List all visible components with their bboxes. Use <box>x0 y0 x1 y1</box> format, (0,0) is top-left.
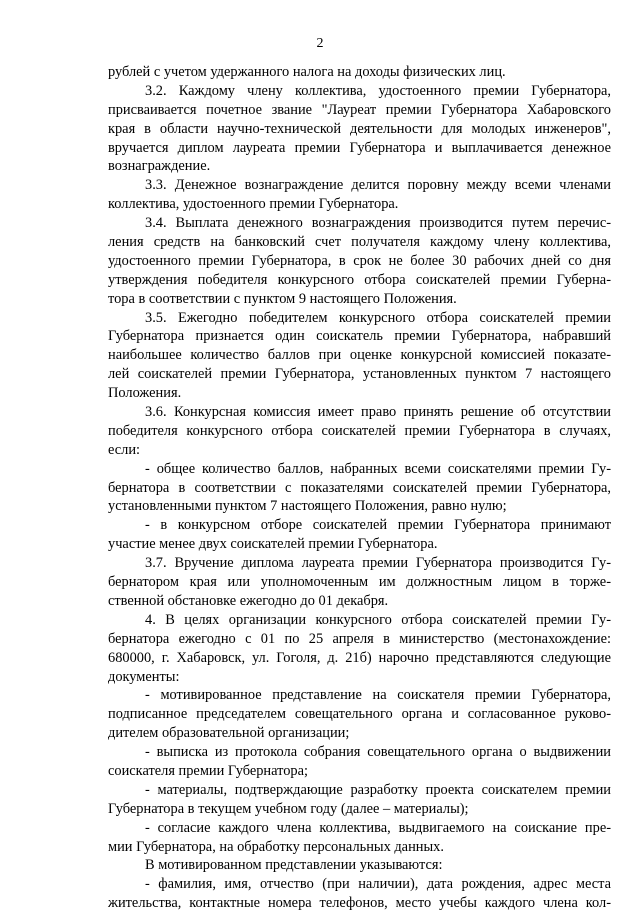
text-line: коллектива, удостоенного премии Губернатора. <box>108 196 399 213</box>
page-number: 2 <box>316 36 324 51</box>
text-line: края в области научно-технической деятельности для молодых инженеров", <box>108 120 611 137</box>
text-line: - фамилия, имя, отчество (при наличии), дата рождения, адрес места <box>145 876 611 893</box>
text-line: Положения. <box>108 385 182 402</box>
text-line: 4. В целях организации конкурсного отбора соискателей премии Гу- <box>145 611 611 628</box>
text-line: наибольшее количество баллов при оценке конкурсной комиссией показате- <box>108 347 611 364</box>
text-line: если: <box>108 441 141 458</box>
text-line: ления средств на банковский счет получателя каждому члену коллектива, <box>108 234 611 251</box>
text-line: 3.6. Конкурсная комиссия имеет право принять решение об отсутствии <box>145 404 611 421</box>
text-line: установленными пунктом 7 настоящего Положения, равно нулю; <box>108 498 507 515</box>
text-line: победителя конкурсного отбора соискателей премии Губернатора в случаях, <box>108 422 611 439</box>
text-line: соискателя премии Губернатора; <box>108 762 309 779</box>
text-line: удостоенного премии Губернатора, в срок не более 30 рабочих дней со дня <box>108 252 611 269</box>
text-line: вручается диплом лауреата премии Губернатора и выплачивается денежное <box>108 139 611 156</box>
text-line: рублей с учетом удержанного налога на доходы физических лиц. <box>108 64 506 80</box>
text-line: лей соискателей премии Губернатора, установленных пунктом 7 настоящего <box>108 366 611 383</box>
text-line: мии Губернатора, на обработку персональных данных. <box>108 838 444 855</box>
text-line: - в конкурсном отборе соискателей премии Губернатора принимают <box>145 517 611 534</box>
text-line: - общее количество баллов, набранных всеми соискателями премии Гу- <box>145 460 611 477</box>
text-line: участие менее двух соискателей премии Губернатора. <box>108 536 438 553</box>
text-line: бернатором края или уполномоченным им должностным лицом в торже- <box>108 574 611 591</box>
text-line: 3.3. Денежное вознаграждение делится поровну между всеми членами <box>145 177 611 194</box>
document-body <box>108 63 611 913</box>
text-line: 3.2. Каждому члену коллектива, удостоенного премии Губернатора, <box>145 82 611 99</box>
text-line: присваивается почетное звание "Лауреат премии Губернатора Хабаровского <box>108 101 611 118</box>
text-line: документы: <box>108 668 180 685</box>
text-line: ственной обстановке ежегодно до 01 декабря. <box>108 592 389 609</box>
text-line: бернатора в соответствии с показателями соискателей премии Губернатора, <box>108 479 611 496</box>
text-line: дителем образовательной организации; <box>108 725 350 742</box>
text-line: жительства, контактные номера телефонов, место учебы каждого члена кол- <box>108 895 611 912</box>
text-line: подписанное председателем совещательного органа и согласованное руково- <box>108 706 611 723</box>
text-line: утверждения победителя конкурсного отбора соискателей премии Губерна- <box>108 271 611 288</box>
text-line: - материалы, подтверждающие разработку проекта соискателем премии <box>145 781 611 798</box>
text-line: бернатора ежегодно с 01 по 25 апреля в министерство (местонахождение: <box>108 630 611 647</box>
text-line: тора в соответствии с пунктом 9 настоящего Положения. <box>108 290 457 307</box>
text-line: - согласие каждого члена коллектива, выдвигаемого на соискание пре- <box>145 819 611 836</box>
text-line: 680000, г. Хабаровск, ул. Гоголя, д. 21б) нарочно представляются следующие <box>108 649 611 666</box>
text-line: вознаграждение. <box>108 158 211 175</box>
text-line: - выписка из протокола собрания совещательного органа о выдвижении <box>145 744 611 761</box>
text-line: В мотивированном представлении указываются: <box>145 857 443 874</box>
text-line: 3.7. Вручение диплома лауреата премии Губернатора производится Гу- <box>145 555 611 572</box>
text-line: - мотивированное представление на соискателя премии Губернатора, <box>145 687 611 704</box>
text-line: Губернатора в текущем учебном году (далее – материалы); <box>108 800 469 817</box>
text-line: Губернатора признается один соискатель премии Губернатора, набравший <box>108 328 611 345</box>
text-line: 3.4. Выплата денежного вознаграждения производится путем перечис- <box>145 215 611 232</box>
text-line: 3.5. Ежегодно победителем конкурсного отбора соискателей премии <box>145 309 611 326</box>
